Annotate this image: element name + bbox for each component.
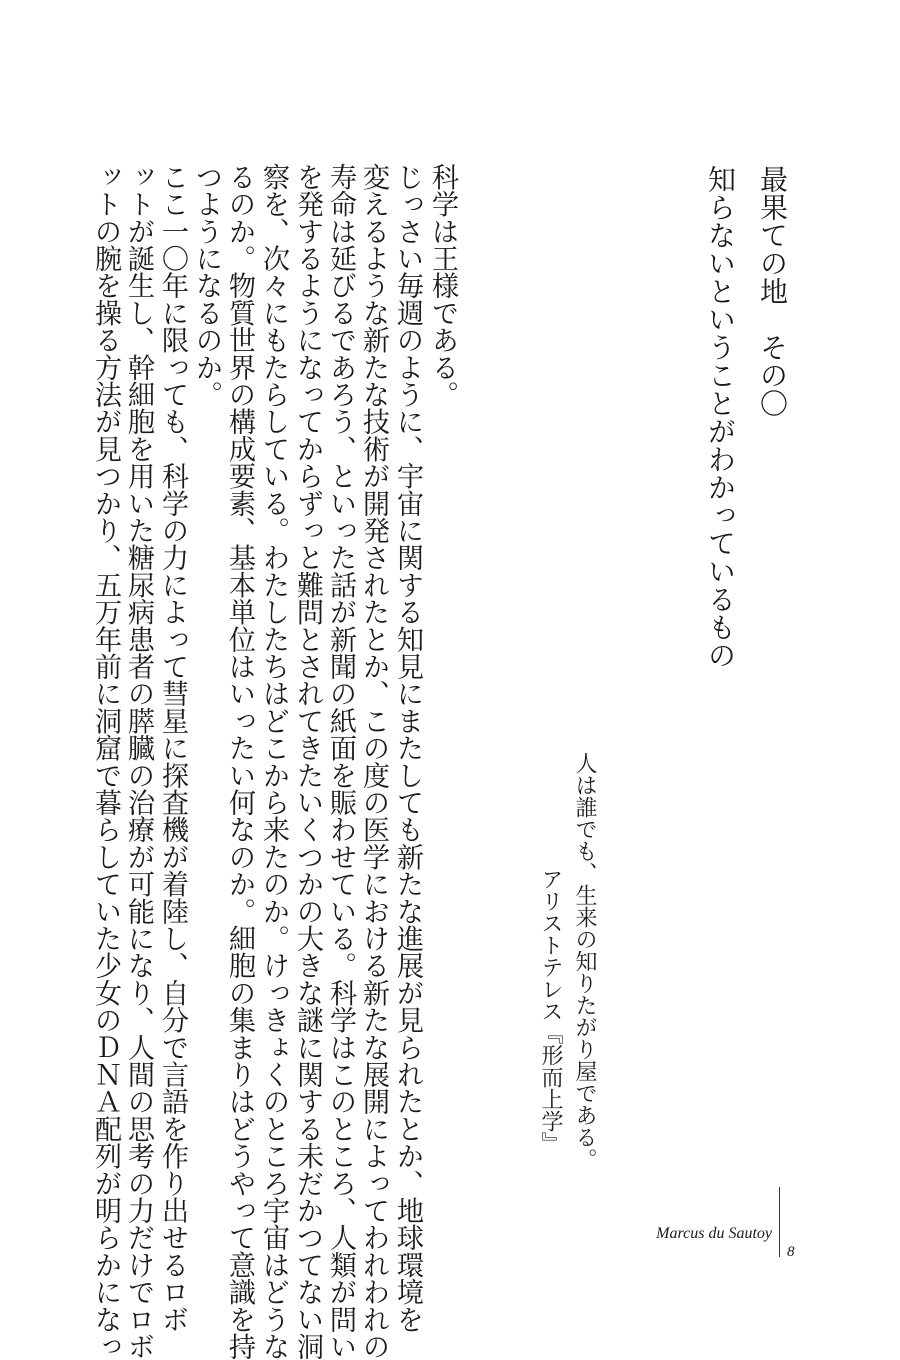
chapter-subtitle: 知らないということがわかっているもの — [704, 165, 737, 669]
body-line: ットの腕を操る方法が見つかり、五万年前に洞窟で暮らしていた少女のＤＮＡ配列が明らかになっ — [90, 163, 121, 1360]
body-line: 変えるような新たな技術が開発されたとか、この度の医学における新たな展開によってわれわれの — [358, 163, 389, 1360]
body-line: 科学は王様である。 — [427, 163, 458, 408]
page-number: 8 — [787, 1244, 795, 1260]
body-line: 察を、次々にもたらしている。わたしたちはどこから来たのか。けっきょくのところ宇宙はどうな — [258, 163, 289, 1360]
body-line: つようになるのか。 — [191, 163, 222, 408]
epigraph-source: アリストテレス『形而上学』 — [538, 868, 563, 1154]
epigraph-quote: 人は誰でも、生来の知りたがり屋である。 — [572, 752, 597, 1170]
footer-divider — [779, 1187, 780, 1257]
body-line: 寿命は延びるであろう、といった話が新聞の紙面を賑わせている。科学はこのところ、人類が問い — [325, 163, 356, 1360]
chapter-title: 最果ての地 その〇 — [756, 165, 789, 417]
footer-author: Marcus du Sautoy — [656, 1225, 772, 1242]
body-line: ットが誕生し、幹細胞を用いた糖尿病患者の膵臓の治療が可能になり、人間の思考の力だけでロボ — [123, 163, 154, 1360]
body-line: じっさい毎週のように、宇宙に関する知見にまたしても新たな進展が見られたとか、地球環境を — [392, 163, 423, 1333]
body-line: ここ一〇年に限っても、科学の力によって彗星に探査機が着陸し、自分で言語を作り出せるロボ — [157, 163, 188, 1333]
body-line: を発するようになってからずっと難問とされてきたいくつかの大きな謎に関する未だかつてない洞 — [292, 163, 323, 1360]
body-line: るのか。物質世界の構成要素、基本単位はいったい何なのか。細胞の集まりはどうやって意識を持 — [224, 163, 255, 1360]
